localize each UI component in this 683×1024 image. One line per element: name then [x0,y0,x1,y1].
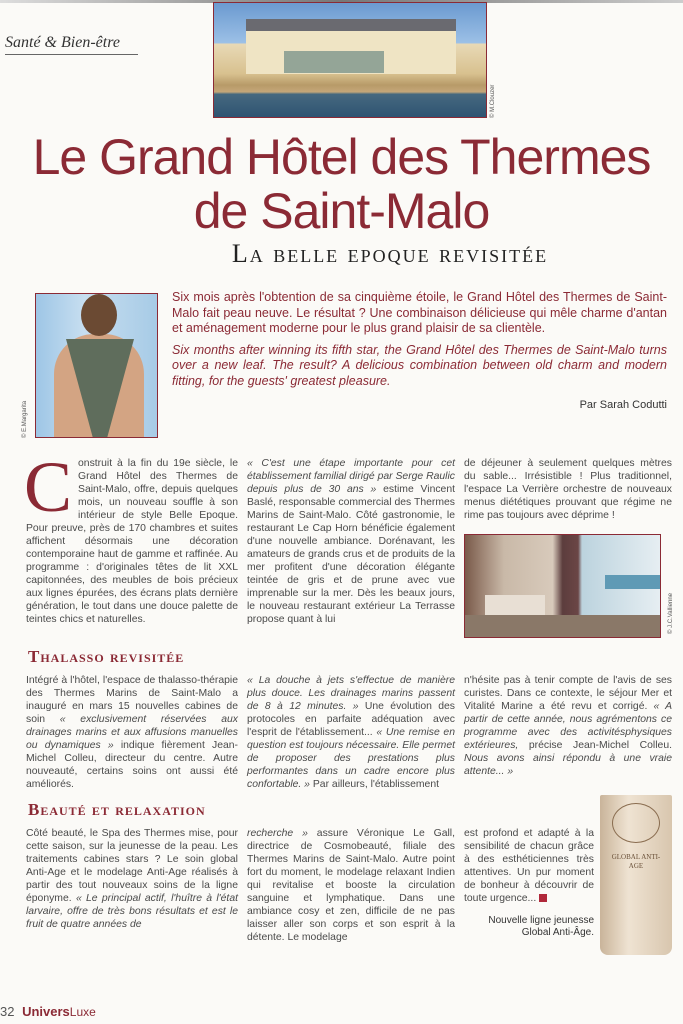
section2-col1 [26,674,238,791]
quote: recherche » [247,828,308,839]
quote: « La douche à jets s'effectue de manière plus douce. Les drainages marins passent de 8 à 12 minutes. » [247,675,455,712]
section1-col3 [464,457,672,638]
brand-logo-light: Luxe [69,1005,96,1019]
intro-block [172,290,667,411]
room-photo [464,534,661,638]
page-number: 32 [0,1004,15,1019]
page-footer [0,1004,96,1019]
section1-col1 [24,447,238,638]
end-mark-icon [539,894,547,902]
product-caption [464,915,594,939]
paragraph: Côté beauté, le Spa des Thermes mise, pour cette saison, sur la jeunesse de la peau. Les traitements cabines stars ? Le soin global Anti-Age et le modelage Anti-Age réalisés à partir des tout nouveaux soins de la ligne éponyme. [26,828,238,904]
section3-col1 [26,827,238,955]
heading-thalasso: Thalasso revisitée [28,647,185,666]
paragraph: assure Véronique Le Gall, directrice de Cosmobeauté, filiale des Thermes Marins de Saint-Malo. Autre point fort du moment, le modelage relaxant Indien qui revitalise et booste la circulation sanguine et lymphatique. Dans une ambiance cosy et zen, difficile de ne pas laisser aller son corps et son esprit à la détente. Le modelage [247,828,455,943]
hotel-photo [213,2,487,118]
quote: « exclusivement réservées aux drainages marins et aux affusions manuelles ou dynamiques » [26,714,238,751]
section-rubric: Santé & Bien-être [5,34,138,55]
paragraph: Intégré à l'hôtel, l'espace de thalasso-thérapie des Thermes Marins de Saint-Malo a inauguré en mars 15 nouvelles cabines de soin [26,675,238,725]
quote: « Une remise en question est toujours nécessaire. Elle permet de proposer des prestations plus performantes dans un cadre encore plus confortable. » [247,727,455,790]
paragraph: n'hésite pas à tenir compte de l'avis de ses curistes. Dans ce contexte, le séjour Mer et Vitalité Marine a été revu et corrigé. [464,675,672,712]
product-label: GLOBAL ANTI-AGE [611,853,661,870]
section2-col2 [247,674,455,791]
room-photo-credit: © J.C.Vallienne [668,593,674,634]
article-title-line1: Le Grand Hôtel des Thermes [32,129,651,185]
quote: Nous avons ainsi répondu à une vraie attente... » [464,753,672,777]
paragraph: précise Jean-Michel Colleu. [518,740,672,751]
article-subtitle: La belle epoque revisitée [231,239,549,268]
paragraph: estime Vincent Baslé, responsable commercial des Thermes Marins de Saint-Malo. Côté gastronomie, le restaurant Le Cap Horn bénéficie également d'une nouvelle ambiance. Dorénavant, les amateurs de grands crus et de produits de la mer profitent d'une décoration élégante teintée de gris et de prune avec vue imprenable sur la mer. Dès les beaux jours, le nouveau restaurant extérieur La Terrasse propose quant à lui [247,484,455,625]
section1-row [24,447,674,638]
intro-english: Six months after winning its fifth star, the Grand Hôtel des Thermes de Saint-Malo turns over a new leaf. The result? A delicious combination between old charm and modern fitting, for the guests' greatest pleasure. [172,342,667,388]
intro-french: Six mois après l'obtention de sa cinquième étoile, le Grand Hôtel des Thermes de Saint-Malo fait peau neuve. Le résultat ? Une combinaison délicieuse qui mêle charme d'antan et aménagement moderne pour le plus grand plaisir de sa clientèle. [172,290,667,335]
caption-line: Nouvelle ligne jeunesse [488,915,594,926]
section2-col3 [464,674,672,791]
article-title-line2: de Saint-Malo [193,183,490,239]
article-body [24,447,674,955]
quote: « Le principal actif, l'huître à l'état larvaire, offre de très bons résultats et est le fruit de quatre années de [26,893,238,930]
drop-cap: C [24,447,73,527]
section3-row [26,827,672,955]
paragraph: Une évolution des protocoles en parfaite adéquation avec l'esprit de l'établissement... [247,701,455,738]
quote: « A partir de cette année, nous agrémentons ce programme avec des activitésphysiques extérieures, [464,701,672,751]
paragraph: Par ailleurs, l'établissement [309,779,440,790]
paragraph: indique fièrement Jean-Michel Colleu, directeur du centre. Autre nouveauté, certains soins ont aussi été améliorés. [26,740,238,790]
byline: Par Sarah Codutti [579,399,667,411]
section3-col3-wrap [464,827,672,955]
paragraph: onstruit à la fin du 19e siècle, le Grand Hôtel des Thermes de Saint-Malo, offre, depuis quelques mois, un nouveau souffle à son intérieur de style Belle Epoque. Pour preuve, près de 170 chambres et suites affichent désormais une décoration contemporaine haut de gamme et raffinée. Au programme : d'originales têtes de lit XXL capitonnées, des meubles de bois précieux aux lignes épurées, des écrans plats dernière génération, le tout dans une douce palette de teintes chics et naturelles. [26,458,238,625]
spa-photo-credit: © E.Margarita [22,400,28,438]
heading-beaute: Beauté et relaxation [28,800,206,819]
paragraph: de déjeuner à seulement quelques mètres du sable... Irrésistible ! Plus traditionnel, l'espace La Verrière orchestre de nouveaux menus diététiques prouvant que régime ne rime pas toujours avec déprime ! [464,458,672,521]
quote: « C'est une étape importante pour cet établissement familial dirigé par Serge Raulic depuis plus de 30 ans » [247,458,455,495]
caption-line: Global Anti-Âge. [521,927,594,938]
section3-col3 [464,827,594,905]
paragraph: est profond et adapté à la sensibilité de chacun grâce à des esthéticiennes très attentives. Un pur moment de bonheur à découvrir de toute urgence... [464,828,594,904]
section2-row [26,674,672,791]
section3-col2 [247,827,455,955]
brand-logo-bold: Univers [22,1004,70,1019]
spa-photo [35,293,158,438]
product-tube-image [600,795,672,955]
title-block [0,130,683,270]
section1-col2 [247,457,455,638]
hotel-photo-credit: © M.Clouzer [490,84,496,118]
